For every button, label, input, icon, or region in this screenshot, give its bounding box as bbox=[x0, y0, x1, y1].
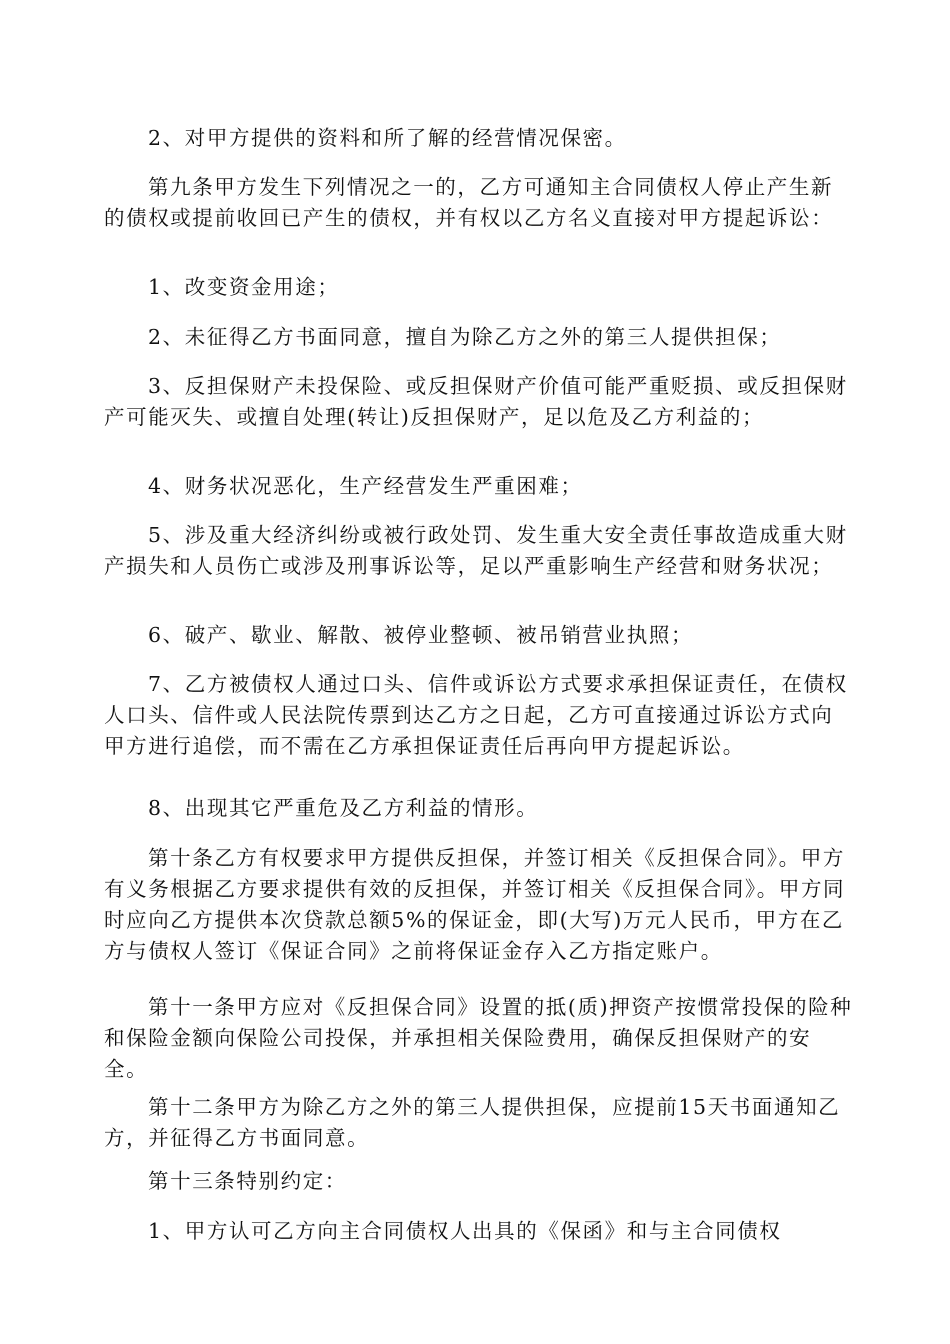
list-item-3: 3、反担保财产未投保险、或反担保财产价值可能严重贬损、或反担保财产可能灭失、或擅自处理(转让)反担保财产，足以危及乙方利益的； bbox=[104, 374, 848, 429]
paragraph-article-11: 第十一条甲方应对《反担保合同》设置的抵(质)押资产按惯常投保的险种和保险金额向保险公司投保，并承担相关保险费用，确保反担保财产的安全。 bbox=[104, 995, 853, 1081]
list-item-7: 7、乙方被债权人通过口头、信件或诉讼方式要求承担保证责任，在债权人口头、信件或人民法院传票到达乙方之日起，乙方可直接通过诉讼方式向甲方进行追偿，而不需在乙方承担保证责任后再向甲方提起诉讼。 bbox=[104, 672, 848, 758]
paragraph-article-12: 第十二条甲方为除乙方之外的第三人提供担保，应提前15天书面通知乙方，并征得乙方书面同意。 bbox=[104, 1095, 841, 1150]
list-item-6: 6、破产、歇业、解散、被停业整顿、被吊销营业执照； bbox=[148, 623, 694, 647]
paragraph-confidentiality: 2、对甲方提供的资料和所了解的经营情况保密。 bbox=[148, 126, 627, 150]
list-item-4: 4、财务状况恶化，生产经营发生严重困难； bbox=[148, 474, 583, 498]
list-item-5: 5、涉及重大经济纠纷或被行政处罚、发生重大安全责任事故造成重大财产损失和人员伤亡或涉及刑事诉讼等，足以严重影响生产经营和财务状况； bbox=[104, 523, 848, 578]
list-item-2: 2、未征得乙方书面同意，擅自为除乙方之外的第三人提供担保； bbox=[148, 325, 782, 349]
paragraph-special-1: 1、甲方认可乙方向主合同债权人出具的《保函》和与主合同债权 bbox=[148, 1219, 782, 1243]
paragraph-article-9: 第九条甲方发生下列情况之一的，乙方可通知主合同债权人停止产生新的债权或提前收回已产生的债权，并有权以乙方名义直接对甲方提起诉讼： bbox=[104, 175, 834, 230]
list-item-8: 8、出现其它严重危及乙方利益的情形。 bbox=[148, 796, 539, 820]
list-item-1: 1、改变资金用途； bbox=[148, 275, 340, 299]
paragraph-article-13: 第十三条特别约定： bbox=[148, 1169, 347, 1193]
paragraph-article-10: 第十条乙方有权要求甲方提供反担保，并签订相关《反担保合同》。甲方有义务根据乙方要求提供有效的反担保，并签订相关《反担保合同》。甲方同时应向乙方提供本次贷款总额5%的保证金，即(大写)万元人民币，甲方在乙方与债权人签订《保证合同》之前将保证金存入乙方指定账户。 bbox=[104, 846, 846, 963]
